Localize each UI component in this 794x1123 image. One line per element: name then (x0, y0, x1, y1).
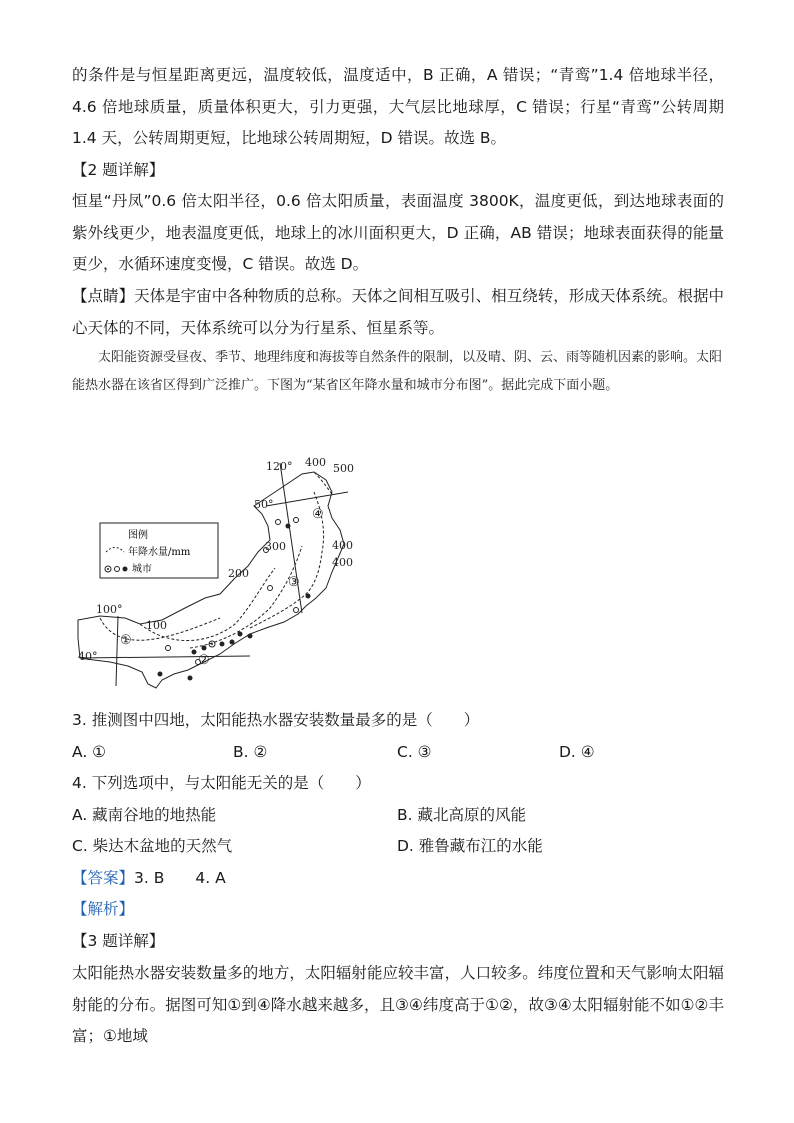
question-4-option-c: C. 柴达木盆地的天然气 (72, 837, 233, 855)
tip-tag: 【点睛】 (72, 287, 135, 305)
lon-100-label: 100° (96, 603, 123, 616)
heading-q3-detail: 【3 题详解】 (72, 932, 165, 950)
isohyet-500 (314, 472, 332, 494)
answer-line (72, 866, 226, 890)
lon-120-label: 120° (266, 460, 293, 473)
question-4-option-b: B. 藏北高原的风能 (397, 806, 526, 824)
question-3-option-c: C. ③ (397, 743, 432, 761)
legend-rain-label: 年降水量/mm (128, 547, 191, 558)
rainfall-city-map (70, 448, 370, 698)
isohyet-label-100: 100 (146, 619, 167, 632)
isohyet-label-400-mid: 400 (332, 539, 353, 552)
isohyet-label-500: 500 (333, 462, 354, 475)
legend-title: 图例 (128, 530, 148, 541)
intro-text: 太阳能资源受昼夜、季节、地理纬度和海拔等自然条件的限制，以及晴、阴、云、雨等随机因素的影响。太阳能热水器在该省区得到广泛推广。下图为“某省区年降水量和城市分布图”。据此完成下面小题。 (72, 350, 723, 393)
isohyet-label-200: 200 (228, 567, 249, 580)
lat-50-label: 50° (254, 498, 274, 511)
isohyet-label-400-top: 400 (305, 456, 326, 469)
paragraph-q1-explanation: 的条件是与恒星距离更远，温度较低，温度适中，B 正确，A 错误；“青鸾”1.4 倍地球半径，4.6 倍地球质量，质量体积更大，引力更强，大气层比地球厚，C 错误；行星“青鸾”公转周期 1.4 天，公转周期更短，比地球公转周期短，D 错误。故选 B。 (72, 66, 724, 147)
tip-text: 天体是宇宙中各种物质的总称。天体之间相互吸引、相互绕转，形成天体系统。根据中心天体的不同，天体系统可以分为行星系、恒星系等。 (72, 287, 724, 337)
question-3-stem: 3. 推测图中四地，太阳能热水器安装数量最多的是（ ） (72, 711, 480, 729)
region-3-label: ③ (288, 575, 300, 590)
region-2-label: ② (198, 653, 210, 668)
parallel-50 (266, 492, 348, 506)
isohyet-label-300: 300 (265, 540, 286, 553)
question-4-option-d: D. 雅鲁藏布江的水能 (397, 837, 543, 855)
region-4-label: ④ (312, 507, 324, 522)
meridian-100 (116, 616, 118, 686)
analysis-tag: 【解析】 (72, 900, 135, 918)
paragraph-q3-explanation: 太阳能热水器安装数量多的地方，太阳辐射能应较丰富，人口较多。纬度位置和天气影响太阳辐射能的分布。据图可知①到④降水越来越多，且③④纬度高于①②，故③④太阳辐射能不如①②丰富；①地域 (72, 964, 724, 1045)
answer-text: 3. B 4. A (134, 869, 226, 887)
paragraph-q2-explanation: 恒星“丹凤”0.6 倍太阳半径，0.6 倍太阳质量，表面温度 3800K，温度更低，到达地球表面的紫外线更少，地表温度更低，地球上的冰川面积更大，D 正确，AB 错误；地球表面获得的能量更少，水循环速度变慢，C 错误。故选 D。 (72, 192, 724, 273)
legend-city-dot-icon (123, 567, 128, 572)
paragraph-tip (72, 281, 724, 344)
question-3-option-a: A. ① (72, 743, 107, 761)
question-4-stem: 4. 下列选项中，与太阳能无关的是（ ） (72, 774, 371, 792)
heading-q2-detail: 【2 题详解】 (72, 161, 165, 179)
meridian-120 (280, 463, 302, 613)
isohyet-label-400-low: 400 (332, 556, 353, 569)
province-outline (78, 472, 344, 688)
lat-40-label: 40° (78, 650, 98, 663)
question-intro (72, 344, 724, 400)
answer-tag: 【答案】 (72, 869, 135, 887)
legend-city-label: 城市 (132, 564, 152, 575)
question-4-option-a: A. 藏南谷地的地热能 (72, 806, 217, 824)
parallel-40 (80, 656, 250, 658)
question-3-option-b: B. ② (233, 743, 268, 761)
question-3-option-d: D. ④ (559, 743, 595, 761)
region-1-label: ① (120, 633, 132, 648)
